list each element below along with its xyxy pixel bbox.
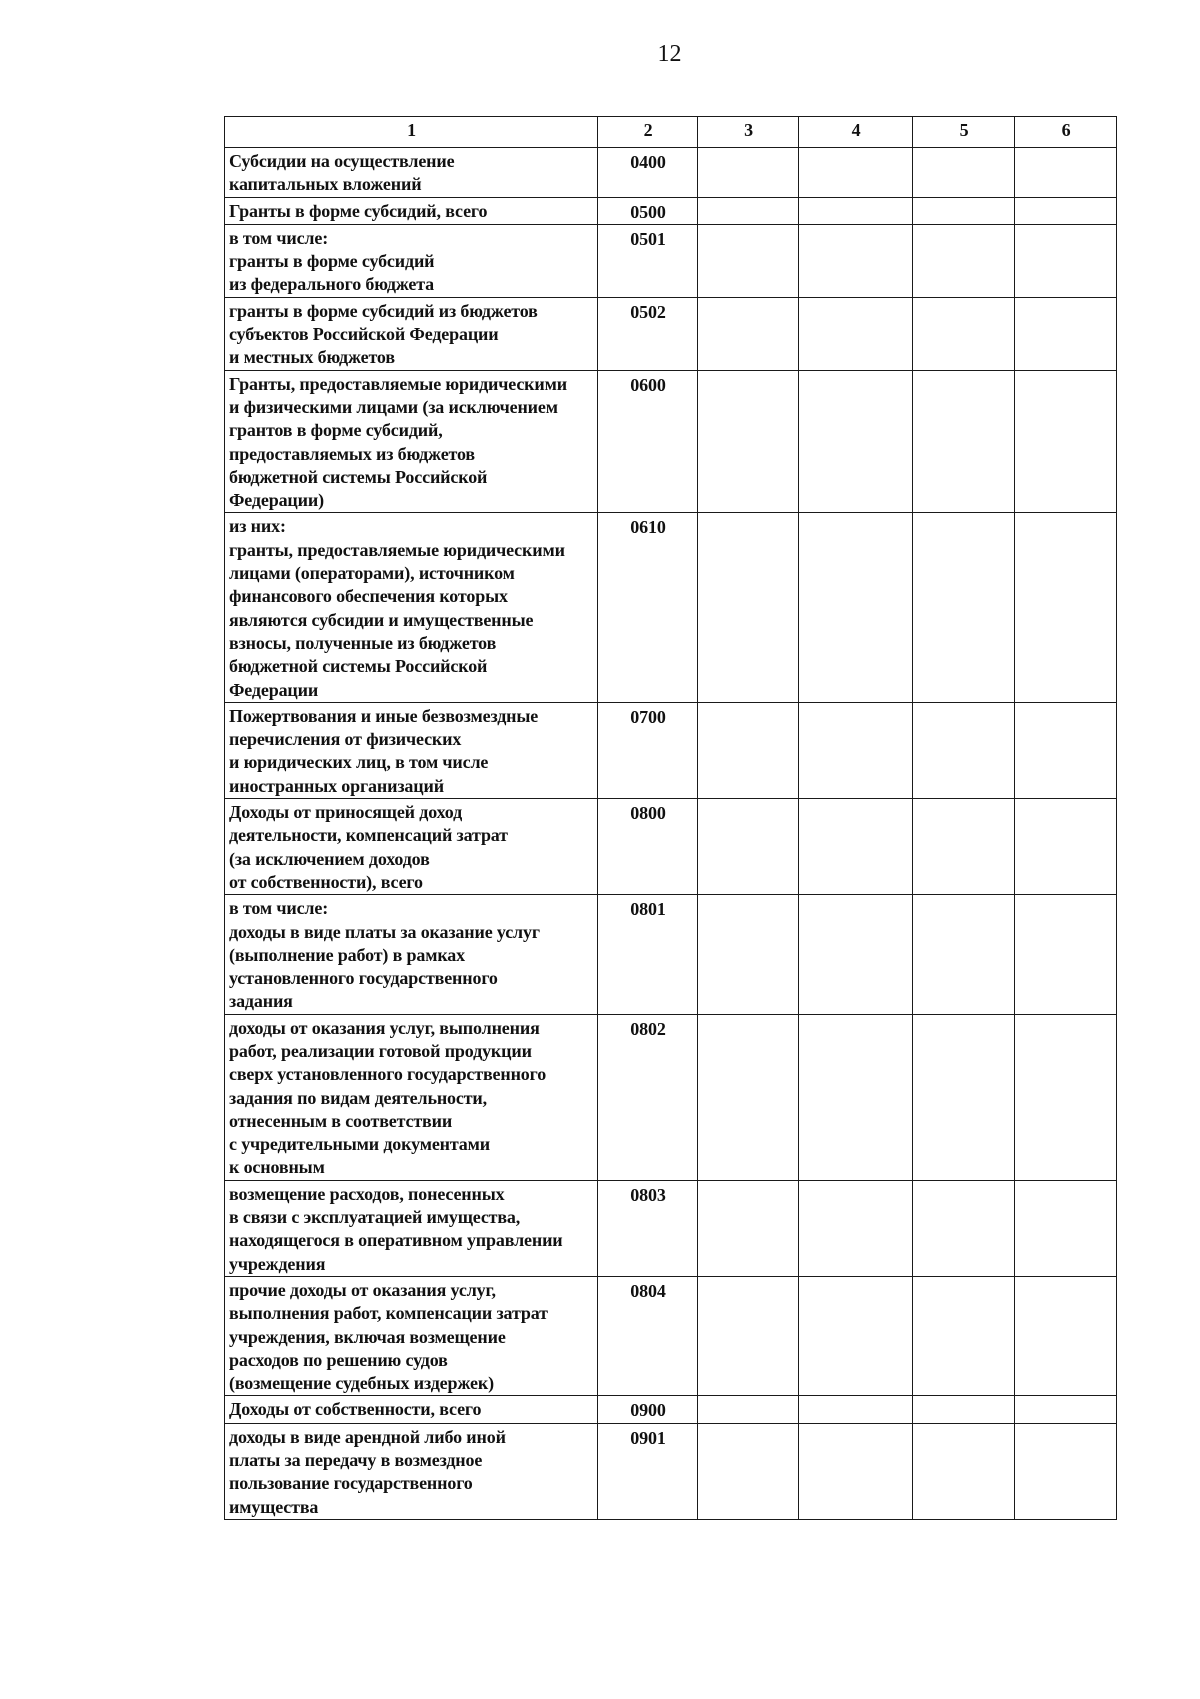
- value-cell-col-3: [698, 297, 799, 370]
- row-code: 0802: [598, 1014, 698, 1180]
- table-row: [225, 1180, 1117, 1276]
- value-cell-col-6: [1015, 370, 1117, 513]
- value-cell-col-5: [913, 1180, 1015, 1276]
- row-code: 0801: [598, 895, 698, 1014]
- value-cell-col-3: [698, 513, 799, 702]
- value-cell-col-3: [698, 895, 799, 1014]
- value-cell-col-4: [799, 513, 913, 702]
- value-cell-col-4: [799, 148, 913, 198]
- row-code: 0501: [598, 224, 698, 297]
- table-body: [225, 117, 1117, 1520]
- row-label: из них: гранты, предоставляемые юридическими лицами (операторами), источником финансового обеспечения которых являются субсидии и имущественные взносы, полученные из бюджетов бюджетной системы Российской Федерации: [229, 516, 565, 700]
- row-code: 0700: [598, 702, 698, 798]
- table-row: [225, 799, 1117, 895]
- row-label: Гранты, предоставляемые юридическими и физическими лицами (за исключением грантов в форме субсидий, предоставляемых из бюджетов бюджетной системы Российской Федерации): [229, 373, 567, 511]
- value-cell-col-5: [913, 148, 1015, 198]
- page-number: 12: [657, 41, 682, 67]
- value-cell-col-4: [799, 895, 913, 1014]
- value-cell-col-6: [1015, 895, 1117, 1014]
- value-cell-col-5: [913, 370, 1015, 513]
- value-cell-col-6: [1015, 702, 1117, 798]
- column-header-6: 6: [1015, 117, 1117, 148]
- value-cell-col-4: [799, 197, 913, 224]
- value-cell-col-6: [1015, 297, 1117, 370]
- value-cell-col-6: [1015, 1276, 1117, 1395]
- row-label-cell: [225, 224, 598, 297]
- value-cell-col-4: [799, 702, 913, 798]
- row-label: доходы от оказания услуг, выполнения работ, реализации готовой продукции сверх установленного государственного задания по видам деятельности, отнесенным в соответствии с учредительными документами к основным: [229, 1017, 547, 1178]
- value-cell-col-4: [799, 370, 913, 513]
- value-cell-col-5: [913, 895, 1015, 1014]
- row-label-cell: [225, 1396, 598, 1423]
- value-cell-col-5: [913, 513, 1015, 702]
- row-label: прочие доходы от оказания услуг, выполнения работ, компенсации затрат учреждения, включая возмещение расходов по решению судов (возмещение судебных издержек): [229, 1279, 548, 1394]
- row-label: доходы в виде арендной либо иной платы за передачу в возмездное пользование государственного имущества: [229, 1426, 506, 1517]
- value-cell-col-4: [799, 1276, 913, 1395]
- row-code: 0400: [598, 148, 698, 198]
- row-code: 0502: [598, 297, 698, 370]
- value-cell-col-6: [1015, 224, 1117, 297]
- row-label-cell: [225, 1423, 598, 1519]
- row-label: Пожертвования и иные безвозмездные перечисления от физических и юридических лиц, в том числе иностранных организаций: [229, 705, 539, 796]
- value-cell-col-5: [913, 224, 1015, 297]
- value-cell-col-3: [698, 702, 799, 798]
- row-label-cell: [225, 1276, 598, 1395]
- row-code: 0803: [598, 1180, 698, 1276]
- value-cell-col-4: [799, 224, 913, 297]
- value-cell-col-5: [913, 297, 1015, 370]
- table-row: [225, 702, 1117, 798]
- table-row: [225, 1396, 1117, 1423]
- value-cell-col-5: [913, 1396, 1015, 1423]
- column-header-3: 3: [698, 117, 799, 148]
- value-cell-col-6: [1015, 1014, 1117, 1180]
- value-cell-col-5: [913, 702, 1015, 798]
- table-row: [225, 513, 1117, 702]
- value-cell-col-6: [1015, 513, 1117, 702]
- value-cell-col-3: [698, 148, 799, 198]
- column-header-1: 1: [225, 117, 598, 148]
- row-label-cell: [225, 297, 598, 370]
- row-label: гранты в форме субсидий из бюджетов субъектов Российской Федерации и местных бюджетов: [229, 300, 538, 368]
- value-cell-col-3: [698, 1276, 799, 1395]
- row-label-cell: [225, 148, 598, 198]
- row-code: 0610: [598, 513, 698, 702]
- value-cell-col-5: [913, 1423, 1015, 1519]
- row-label: Субсидии на осуществление капитальных вложений: [229, 151, 455, 195]
- row-label-cell: [225, 702, 598, 798]
- value-cell-col-3: [698, 1180, 799, 1276]
- row-code: 0804: [598, 1276, 698, 1395]
- table-header-row: [225, 117, 1117, 148]
- row-label: возмещение расходов, понесенных в связи с эксплуатацией имущества, находящегося в оперативном управлении учреждения: [229, 1183, 563, 1274]
- table-row: [225, 224, 1117, 297]
- value-cell-col-4: [799, 1180, 913, 1276]
- value-cell-col-3: [698, 799, 799, 895]
- value-cell-col-4: [799, 1423, 913, 1519]
- row-label-cell: [225, 895, 598, 1014]
- row-label-cell: [225, 799, 598, 895]
- value-cell-col-3: [698, 1014, 799, 1180]
- table-row: [225, 197, 1117, 224]
- value-cell-col-5: [913, 197, 1015, 224]
- table-row: [225, 895, 1117, 1014]
- row-label: Доходы от приносящей доход деятельности, компенсаций затрат (за исключением доходов от собственности), всего: [229, 802, 508, 892]
- table-row: [225, 297, 1117, 370]
- row-label-cell: [225, 197, 598, 224]
- value-cell-col-4: [799, 297, 913, 370]
- row-code: 0900: [598, 1396, 698, 1423]
- value-cell-col-4: [799, 799, 913, 895]
- value-cell-col-4: [799, 1014, 913, 1180]
- column-header-5: 5: [913, 117, 1015, 148]
- value-cell-col-5: [913, 799, 1015, 895]
- value-cell-col-6: [1015, 1423, 1117, 1519]
- value-cell-col-6: [1015, 197, 1117, 224]
- report-table: [224, 116, 1117, 1520]
- row-label: Доходы от собственности, всего: [229, 1399, 482, 1420]
- table-row: [225, 1423, 1117, 1519]
- value-cell-col-3: [698, 1396, 799, 1423]
- value-cell-col-3: [698, 1423, 799, 1519]
- column-header-2: 2: [598, 117, 698, 148]
- row-code: 0600: [598, 370, 698, 513]
- row-code: 0901: [598, 1423, 698, 1519]
- value-cell-col-5: [913, 1276, 1015, 1395]
- table-row: [225, 370, 1117, 513]
- table-row: [225, 148, 1117, 198]
- row-label: в том числе: доходы в виде платы за оказание услуг (выполнение работ) в рамках установленного государственного задания: [229, 898, 540, 1012]
- row-code: 0800: [598, 799, 698, 895]
- row-label-cell: [225, 1180, 598, 1276]
- row-label: в том числе: гранты в форме субсидий из федерального бюджета: [229, 227, 435, 295]
- value-cell-col-3: [698, 224, 799, 297]
- value-cell-col-5: [913, 1014, 1015, 1180]
- value-cell-col-6: [1015, 1396, 1117, 1423]
- value-cell-col-6: [1015, 148, 1117, 198]
- table-row: [225, 1014, 1117, 1180]
- row-label-cell: [225, 1014, 598, 1180]
- row-label-cell: [225, 513, 598, 702]
- value-cell-col-4: [799, 1396, 913, 1423]
- value-cell-col-3: [698, 370, 799, 513]
- value-cell-col-6: [1015, 1180, 1117, 1276]
- value-cell-col-3: [698, 197, 799, 224]
- table-row: [225, 1276, 1117, 1395]
- row-code: 0500: [598, 197, 698, 224]
- value-cell-col-6: [1015, 799, 1117, 895]
- column-header-4: 4: [799, 117, 913, 148]
- row-label-cell: [225, 370, 598, 513]
- row-label: Гранты в форме субсидий, всего: [229, 200, 488, 221]
